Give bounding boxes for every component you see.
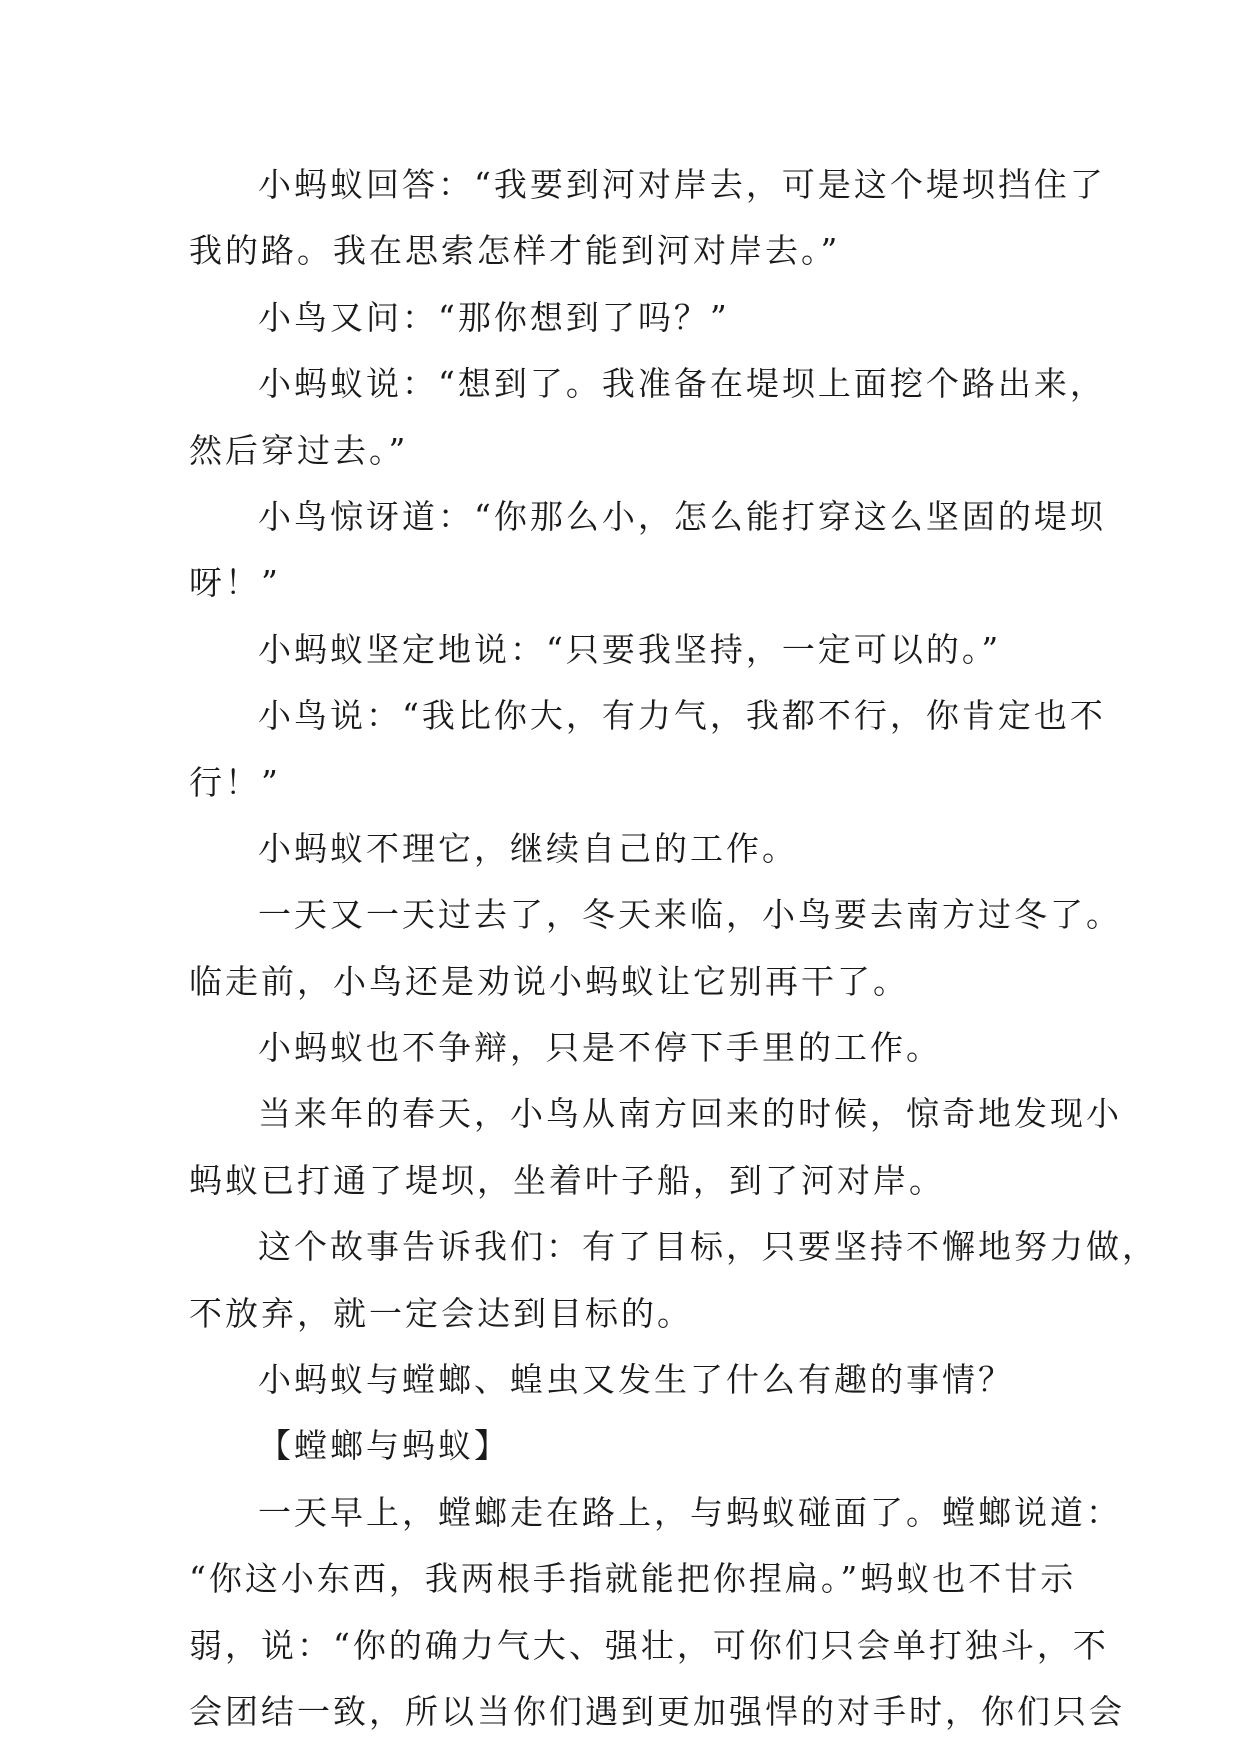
text-line: 呀！” [189,563,281,603]
text-line: 小鸟说：“我比你大，有力气，我都不行，你肯定也不 [258,696,1106,736]
text-line: 小蚂蚁坚定地说：“只要我坚持，一定可以的。” [258,629,1002,669]
text-line: 小鸟惊讶道：“你那么小，怎么能打穿这么坚固的堤坝 [258,496,1106,536]
text-line: 小蚂蚁说：“想到了。我准备在堤坝上面挖个路出来， [258,364,1106,404]
text-line: 行！” [189,762,281,802]
section-heading: 【螳螂与蚂蚁】 [258,1426,510,1466]
text-line: 一天又一天过去了，冬天来临，小鸟要去南方过冬了。 [258,895,1122,935]
text-line: 不放弃，就一定会达到目标的。 [189,1293,693,1333]
text-line: 当来年的春天，小鸟从南方回来的时候，惊奇地发现小 [258,1094,1122,1134]
text-line: 会团结一致，所以当你们遇到更加强悍的对手时，你们只会 [189,1691,1125,1731]
text-line: 临走前，小鸟还是劝说小蚂蚁让它别再干了。 [189,961,909,1001]
text-line: 我的路。我在思索怎样才能到河对岸去。” [189,231,841,271]
text-line: 小鸟又问：“那你想到了吗？” [258,297,730,337]
text-line: “你这小东西，我两根手指就能把你捏扁。”蚂蚁也不甘示 [189,1559,1077,1599]
text-line: 一天早上，螳螂走在路上，与蚂蚁碰面了。螳螂说道： [258,1492,1122,1532]
text-line: 弱，说：“你的确力气大、强壮，可你们只会单打独斗，不 [189,1625,1109,1665]
text-line: 小蚂蚁也不争辩，只是不停下手里的工作。 [258,1028,942,1068]
text-line: 小蚂蚁回答：“我要到河对岸去，可是这个堤坝挡住了 [258,165,1106,204]
text-line: 蚂蚁已打通了堤坝，坐着叶子船，到了河对岸。 [189,1160,945,1200]
text-line: 小蚂蚁不理它，继续自己的工作。 [258,828,798,868]
story-text [189,152,1158,1745]
text-line: 这个故事告诉我们：有了目标，只要坚持不懈地努力做， [258,1227,1158,1267]
text-line: 小蚂蚁与螳螂、蝗虫又发生了什么有趣的事情？ [258,1360,1014,1400]
text-line: 然后穿过去。” [189,430,409,470]
